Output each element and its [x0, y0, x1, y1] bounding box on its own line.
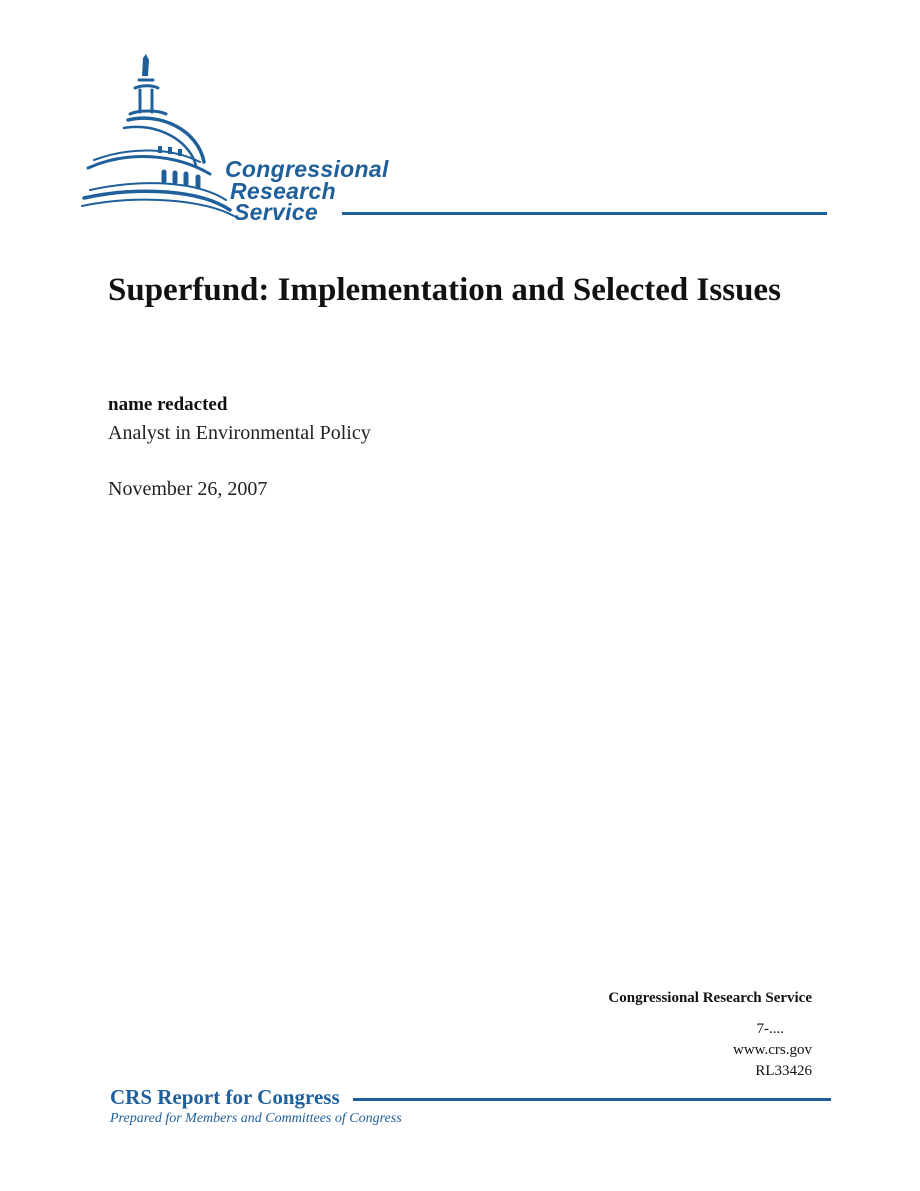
- footer-title: CRS Report for Congress: [110, 1085, 340, 1109]
- report-date: November 26, 2007: [108, 478, 268, 500]
- document-title: Superfund: Implementation and Selected Issues: [108, 272, 781, 308]
- phone-number: 7-....: [756, 1021, 784, 1037]
- crs-logo: [80, 50, 840, 230]
- website-link[interactable]: www.crs.gov: [732, 1042, 812, 1058]
- logo-rule: [342, 212, 827, 215]
- footer-rule: [353, 1098, 831, 1101]
- author-role: Analyst in Environmental Policy: [108, 422, 371, 444]
- logo-text-research: Research: [230, 178, 336, 204]
- info-block: [608, 990, 812, 1082]
- logo-text-service: Service: [234, 199, 318, 225]
- organization-name: Congressional Research Service: [608, 990, 812, 1006]
- logo-text-congressional: Congressional: [225, 156, 389, 182]
- footer-subtitle: Prepared for Members and Committees of Congress: [110, 1111, 402, 1126]
- author-name: name redacted: [108, 394, 228, 415]
- report-number: RL33426: [755, 1063, 812, 1079]
